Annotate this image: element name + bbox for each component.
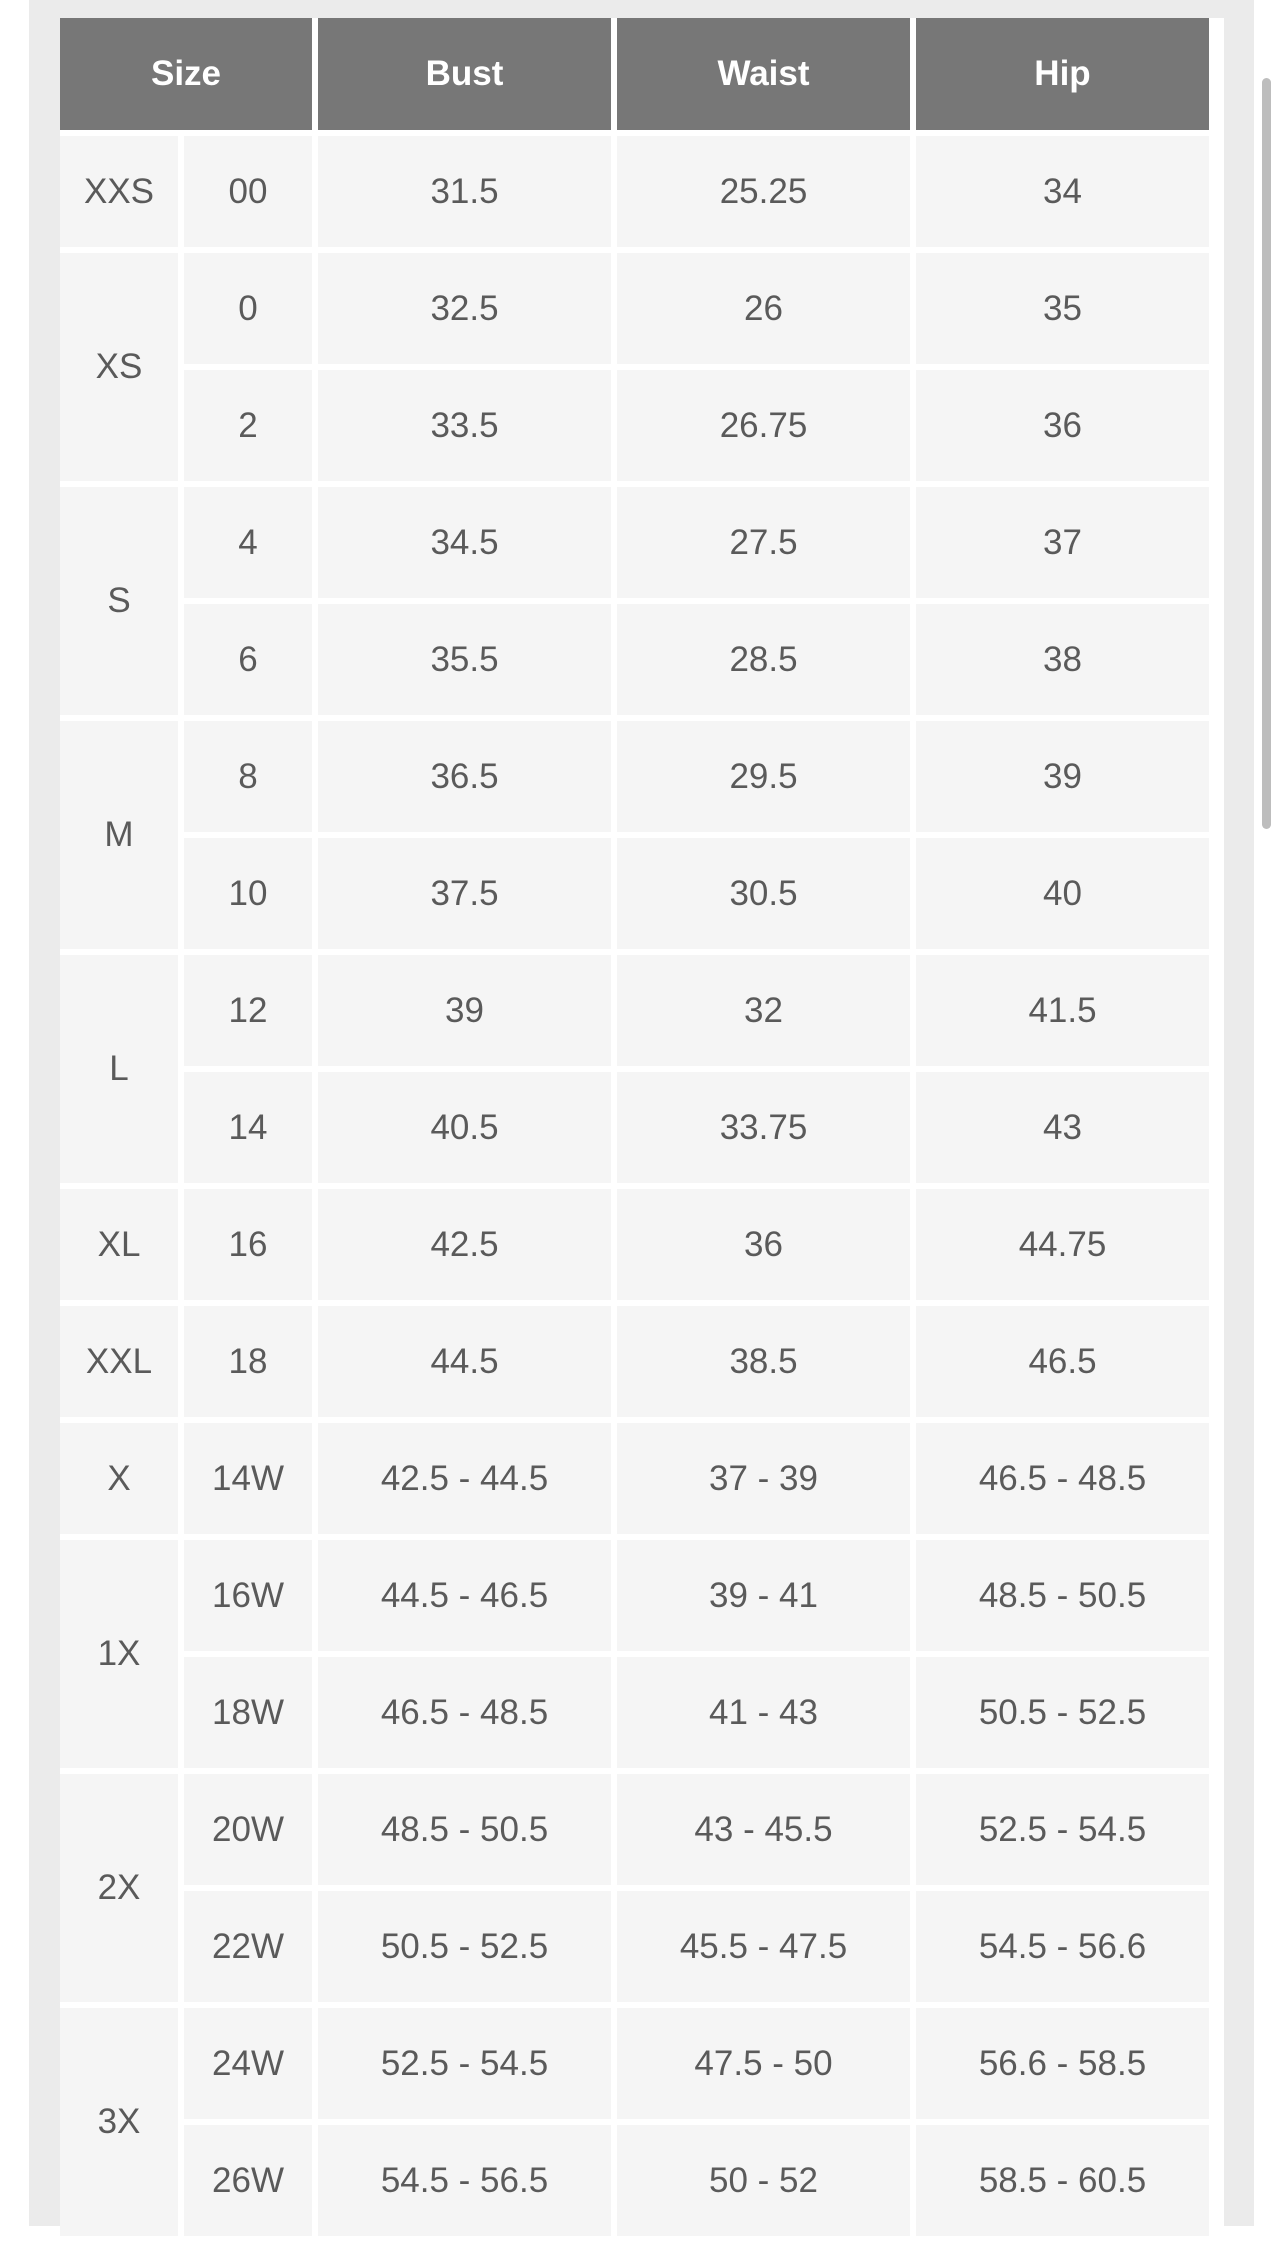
header-waist: Waist <box>617 18 910 130</box>
header-size: Size <box>60 18 312 130</box>
size-label-cell: 2X <box>60 1774 178 2002</box>
size-label-cell: 3X <box>60 2008 178 2236</box>
waist-cell: 26.75 <box>617 370 910 481</box>
hip-cell: 37 <box>916 487 1209 598</box>
table-row <box>60 1540 1209 1651</box>
bust-cell: 46.5 - 48.5 <box>318 1657 611 1768</box>
waist-cell: 33.75 <box>617 1072 910 1183</box>
waist-cell: 26 <box>617 253 910 364</box>
bust-cell: 48.5 - 50.5 <box>318 1774 611 1885</box>
bust-cell: 36.5 <box>318 721 611 832</box>
hip-cell: 52.5 - 54.5 <box>916 1774 1209 1885</box>
hip-cell: 35 <box>916 253 1209 364</box>
table-row <box>60 955 1209 1066</box>
hip-cell: 44.75 <box>916 1189 1209 1300</box>
bust-cell: 31.5 <box>318 136 611 247</box>
size-chart-table <box>54 12 1215 2242</box>
size-number-cell: 20W <box>184 1774 312 1885</box>
size-label-cell: XXL <box>60 1306 178 1417</box>
size-number-cell: 24W <box>184 2008 312 2119</box>
hip-cell: 50.5 - 52.5 <box>916 1657 1209 1768</box>
size-number-cell: 12 <box>184 955 312 1066</box>
table-row <box>60 1774 1209 1885</box>
waist-cell: 28.5 <box>617 604 910 715</box>
size-label-cell: S <box>60 487 178 715</box>
size-number-cell: 10 <box>184 838 312 949</box>
waist-cell: 30.5 <box>617 838 910 949</box>
table-row <box>60 370 1209 481</box>
size-number-cell: 14W <box>184 1423 312 1534</box>
table-row <box>60 1072 1209 1183</box>
waist-cell: 32 <box>617 955 910 1066</box>
bust-cell: 50.5 - 52.5 <box>318 1891 611 2002</box>
bust-cell: 39 <box>318 955 611 1066</box>
size-number-cell: 22W <box>184 1891 312 2002</box>
hip-cell: 38 <box>916 604 1209 715</box>
header-hip: Hip <box>916 18 1209 130</box>
waist-cell: 45.5 - 47.5 <box>617 1891 910 2002</box>
hip-cell: 46.5 <box>916 1306 1209 1417</box>
size-label-cell: XXS <box>60 136 178 247</box>
size-number-cell: 18W <box>184 1657 312 1768</box>
waist-cell: 39 - 41 <box>617 1540 910 1651</box>
hip-cell: 43 <box>916 1072 1209 1183</box>
hip-cell: 54.5 - 56.6 <box>916 1891 1209 2002</box>
bust-cell: 37.5 <box>318 838 611 949</box>
waist-cell: 25.25 <box>617 136 910 247</box>
size-label-cell: XL <box>60 1189 178 1300</box>
bust-cell: 32.5 <box>318 253 611 364</box>
size-label-cell: 1X <box>60 1540 178 1768</box>
size-number-cell: 8 <box>184 721 312 832</box>
hip-cell: 40 <box>916 838 1209 949</box>
table-row <box>60 721 1209 832</box>
header-row <box>60 18 1209 130</box>
size-number-cell: 18 <box>184 1306 312 1417</box>
size-label-cell: L <box>60 955 178 1183</box>
table-row <box>60 136 1209 247</box>
bust-cell: 44.5 - 46.5 <box>318 1540 611 1651</box>
size-number-cell: 2 <box>184 370 312 481</box>
table-row <box>60 2008 1209 2119</box>
table-row <box>60 1189 1209 1300</box>
hip-cell: 41.5 <box>916 955 1209 1066</box>
scrollbar-thumb[interactable] <box>1262 78 1271 829</box>
size-number-cell: 14 <box>184 1072 312 1183</box>
bust-cell: 42.5 - 44.5 <box>318 1423 611 1534</box>
hip-cell: 56.6 - 58.5 <box>916 2008 1209 2119</box>
table-row <box>60 1891 1209 2002</box>
waist-cell: 47.5 - 50 <box>617 2008 910 2119</box>
bust-cell: 54.5 - 56.5 <box>318 2125 611 2236</box>
waist-cell: 50 - 52 <box>617 2125 910 2236</box>
size-label-cell: M <box>60 721 178 949</box>
waist-cell: 37 - 39 <box>617 1423 910 1534</box>
bust-cell: 42.5 <box>318 1189 611 1300</box>
waist-cell: 27.5 <box>617 487 910 598</box>
waist-cell: 29.5 <box>617 721 910 832</box>
waist-cell: 36 <box>617 1189 910 1300</box>
hip-cell: 46.5 - 48.5 <box>916 1423 1209 1534</box>
table-row <box>60 1423 1209 1534</box>
size-label-cell: X <box>60 1423 178 1534</box>
size-number-cell: 00 <box>184 136 312 247</box>
table-row <box>60 2125 1209 2236</box>
table-row <box>60 838 1209 949</box>
table-row <box>60 604 1209 715</box>
bust-cell: 44.5 <box>318 1306 611 1417</box>
size-table-body <box>60 136 1209 2236</box>
size-number-cell: 6 <box>184 604 312 715</box>
hip-cell: 39 <box>916 721 1209 832</box>
header-bust: Bust <box>318 18 611 130</box>
waist-cell: 43 - 45.5 <box>617 1774 910 1885</box>
hip-cell: 48.5 - 50.5 <box>916 1540 1209 1651</box>
size-number-cell: 16W <box>184 1540 312 1651</box>
bust-cell: 35.5 <box>318 604 611 715</box>
table-row <box>60 253 1209 364</box>
size-number-cell: 26W <box>184 2125 312 2236</box>
bust-cell: 34.5 <box>318 487 611 598</box>
bust-cell: 52.5 - 54.5 <box>318 2008 611 2119</box>
waist-cell: 41 - 43 <box>617 1657 910 1768</box>
size-label-cell: XS <box>60 253 178 481</box>
size-number-cell: 16 <box>184 1189 312 1300</box>
size-number-cell: 4 <box>184 487 312 598</box>
hip-cell: 36 <box>916 370 1209 481</box>
bust-cell: 33.5 <box>318 370 611 481</box>
size-number-cell: 0 <box>184 253 312 364</box>
table-row <box>60 487 1209 598</box>
hip-cell: 34 <box>916 136 1209 247</box>
table-row <box>60 1306 1209 1417</box>
bust-cell: 40.5 <box>318 1072 611 1183</box>
table-row <box>60 1657 1209 1768</box>
waist-cell: 38.5 <box>617 1306 910 1417</box>
hip-cell: 58.5 - 60.5 <box>916 2125 1209 2236</box>
